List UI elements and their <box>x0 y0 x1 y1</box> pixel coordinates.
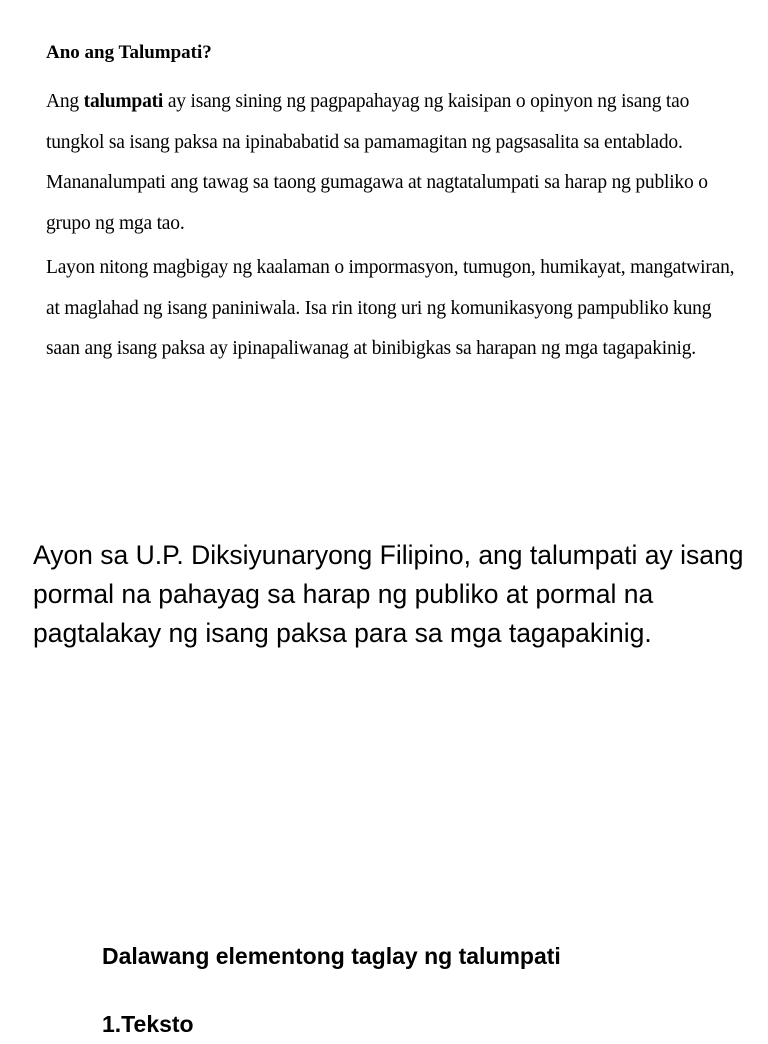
section-heading: Ano ang Talumpati? <box>46 42 212 63</box>
paragraph-purpose: Layon nitong magbigay ng kaalaman o impormasyon, tumugon, humikayat, mangatwiran, at maglahad ng isang paniniwala. Isa rin itong uri ng komunikasyong pampubliko kung saan ang isang paksa ay ipinapaliwanag at binibigkas sa harapan ng mga tagapakinig. <box>46 257 735 359</box>
dictionary-definition: Ayon sa U.P. Diksiyunaryong Filipino, ang talumpati ay isang pormal na pahayag sa harap ng publiko at pormal na pagtalakay ng isang paksa para sa mga tagapakinig. <box>33 540 744 648</box>
paragraph-body: ay isang sining ng pagpapahayag ng kaisipan o opinyon ng isang tao tungkol sa isang paksa na ipinababatid sa pamamagitan ng pagsasalita sa entablado. Mananalumpati ang tawag sa taong gumagawa at nagtatalumpati sa harap ng publiko o grupo ng mga tao. <box>46 91 708 234</box>
element-item-1: 1.Teksto <box>102 1011 194 1037</box>
intro-section <box>46 38 746 374</box>
bold-term: talumpati <box>83 91 164 112</box>
elements-heading: Dalawang elementong taglay ng talumpati <box>102 943 561 969</box>
paragraph-definition <box>46 82 746 244</box>
paragraph-prefix: Ang <box>46 91 84 112</box>
